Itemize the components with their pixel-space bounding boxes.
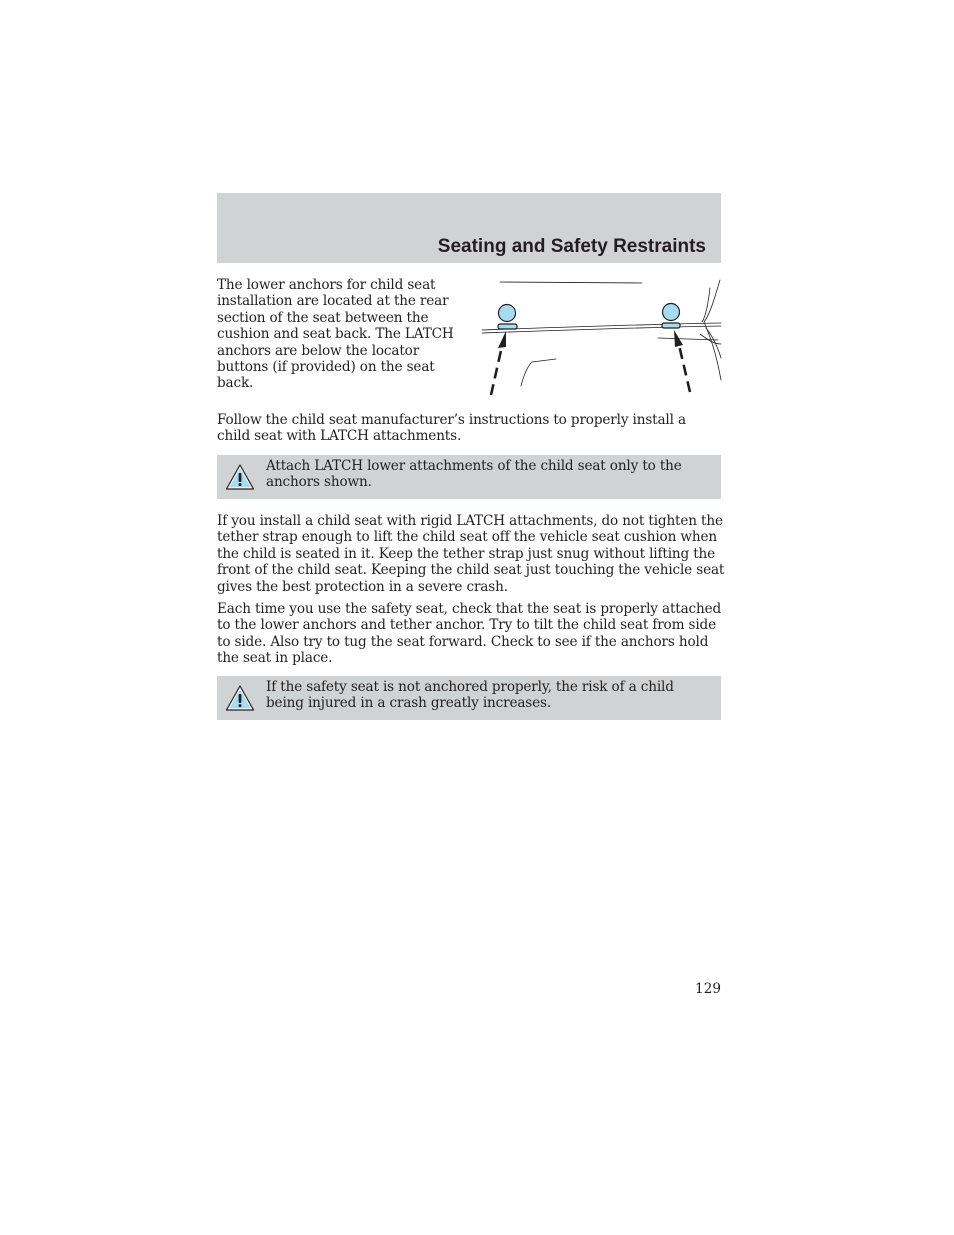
page-number: 129 [695, 981, 721, 997]
intro-paragraph: The lower anchors for child seat installation are located at the rear section of the seat between the cushion and seat back. The LATCH anchors are below the locator buttons (if provided) on the seat back. [217, 277, 454, 392]
warning-box [217, 676, 721, 720]
warning-text: If the safety seat is not anchored properly, the risk of a child being injured in a crash greatly increases. [266, 679, 674, 712]
warning-triangle-icon [225, 684, 255, 712]
check-seat-paragraph: Each time you use the safety seat, check that the seat is properly attached to the lower anchors and tether anchor. Try to tilt the child seat from side to side. Also try to tug the seat forward. Check to see if the anchors hold the seat in place. [217, 601, 722, 667]
section-header [217, 193, 721, 263]
anchor-arrow-left [491, 331, 506, 395]
latch-anchor-illustration [478, 278, 724, 398]
warning-triangle-icon [225, 463, 255, 491]
rigid-latch-paragraph: If you install a child seat with rigid LATCH attachments, do not tighten the tether strap enough to lift the child seat off the vehicle seat cushion when the child is seated in it. Keep the tether strap just snug without lifting the front of the child seat. Keeping the child seat just touching the vehicle seat gives the best protection in a severe crash. [217, 513, 725, 595]
warning-text: Attach LATCH lower attachments of the child seat only to the anchors shown. [266, 458, 682, 491]
follow-instructions-paragraph: Follow the child seat manufacturer’s instructions to properly install a child seat with LATCH attachments. [217, 412, 686, 445]
warning-box [217, 455, 721, 499]
locator-button-left [498, 305, 517, 330]
section-title: Seating and Safety Restraints [437, 236, 706, 257]
locator-button-right [662, 304, 680, 329]
